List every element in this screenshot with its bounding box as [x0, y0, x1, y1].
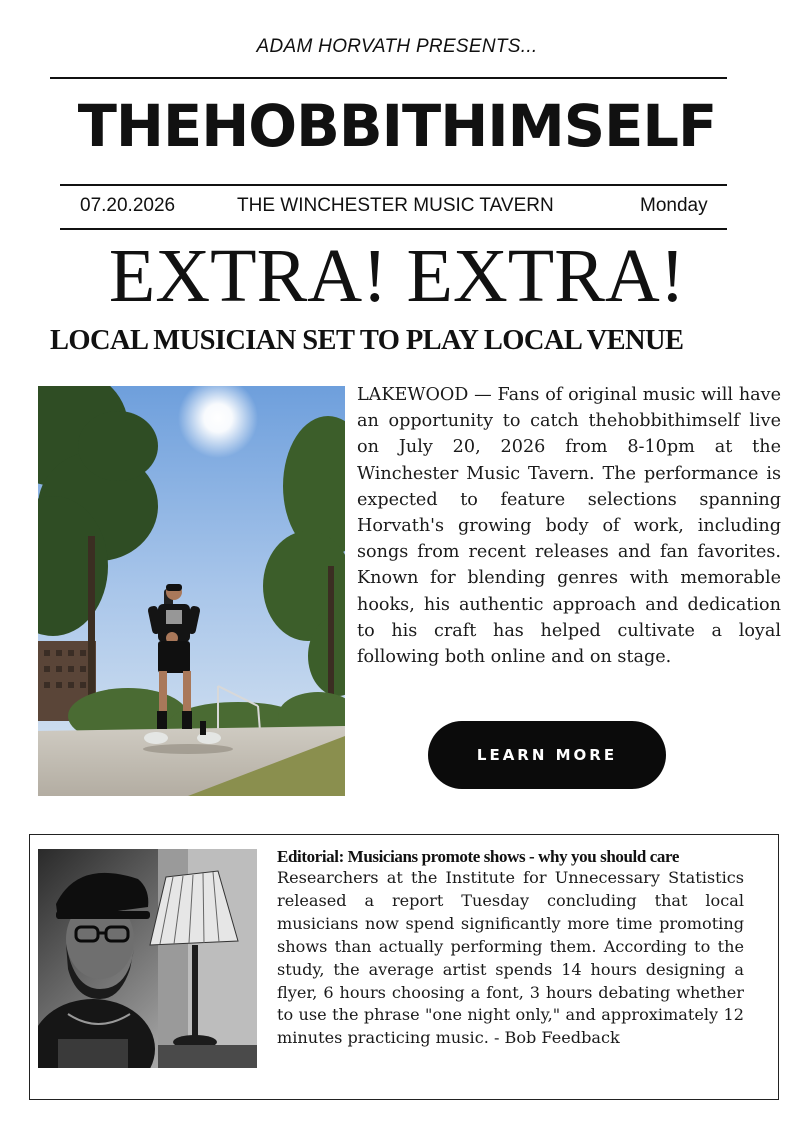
story-body: LAKEWOOD — Fans of original music will have an opportunity to catch thehobbithimself live on July 20, 2026 from 8-10pm at the Winchester Music Tavern. The performance is expected to feature selections spanning Horvath's growing body of work, including songs from recent releases and fan favorites. Known for blending genres with memorable hooks, his authentic approach and dedication to his craft has helped cultivate a loyal following both online and on stage.: [357, 385, 781, 668]
editorial-photo: [38, 849, 257, 1068]
infobar: [62, 195, 724, 221]
learn-more-button[interactable]: LEARN MORE: [428, 721, 666, 789]
musician-photo-art: [38, 386, 345, 796]
infobar-bottom-rule: [60, 228, 727, 230]
subheadline: LOCAL MUSICIAN SET TO PLAY LOCAL VENUE: [50, 325, 684, 356]
infobar-top-rule: [60, 184, 727, 186]
top-rule: [50, 77, 727, 79]
presents-line: ADAM HORVATH PRESENTS...: [256, 36, 538, 57]
editorial-body: Researchers at the Institute for Unnecessary Statistics released a report Tuesday concluding that local musicians now spend significantly more time promoting shows than actually performing them. According to the study, the average artist spends 14 hours designing a flyer, 6 hours choosing a font, 3 hours debating whether to use the phrase "one night only," and approximately 12 minutes practicing music. - Bob Feedback: [277, 868, 744, 1048]
venue-name: THE WINCHESTER MUSIC TAVERN: [237, 195, 554, 216]
musician-photo: [38, 386, 345, 796]
issue-date: 07.20.2026: [80, 195, 176, 216]
editorial-photo-art: [38, 849, 257, 1068]
headline: EXTRA! EXTRA!: [108, 234, 686, 318]
masthead-title: THEHOBBITHIMSELF: [77, 92, 717, 160]
weekday: Monday: [640, 195, 708, 216]
editorial-title: Editorial: Musicians promote shows - why you should care: [277, 847, 680, 866]
